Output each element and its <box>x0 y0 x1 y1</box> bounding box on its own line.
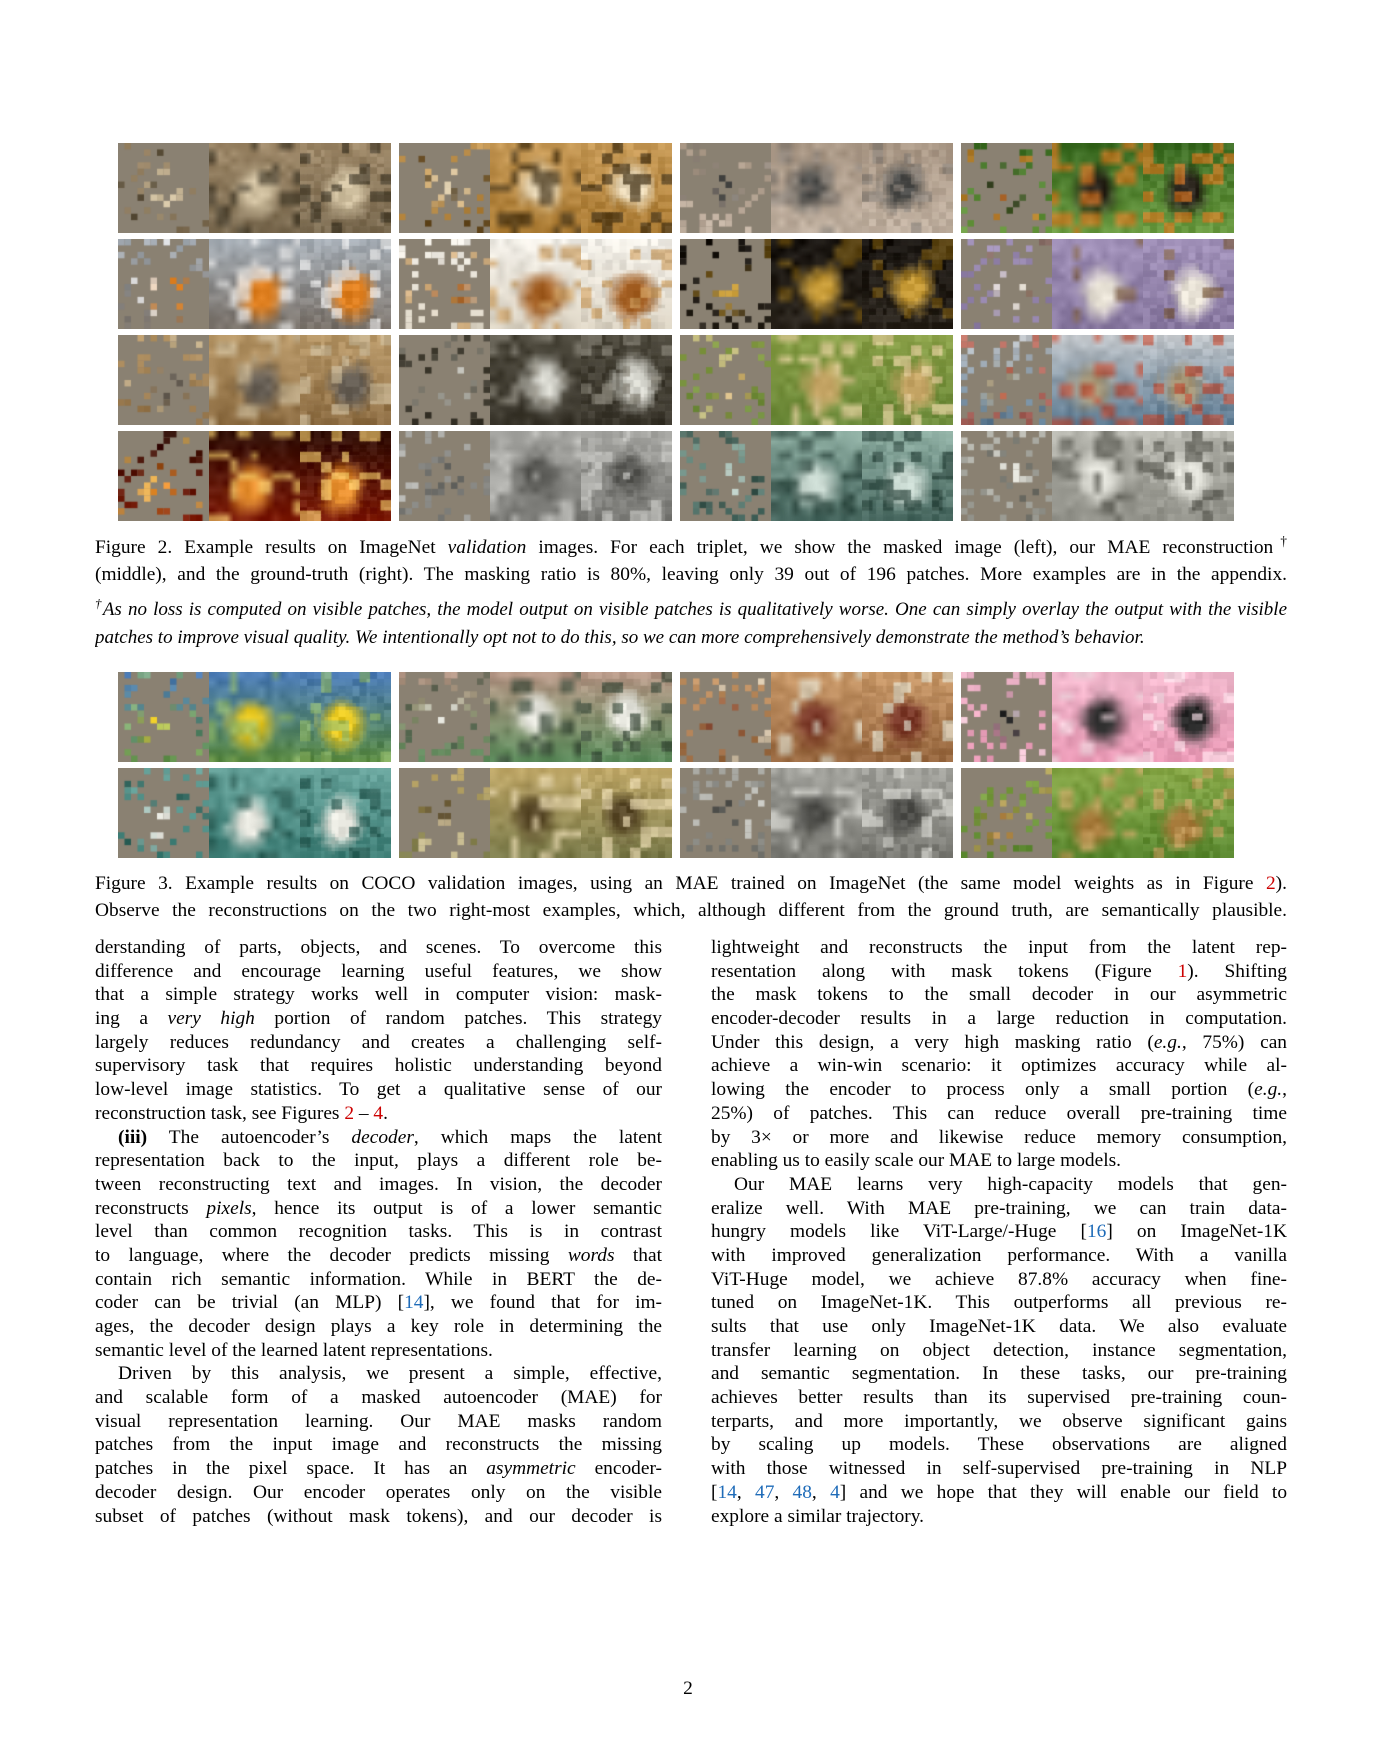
text-line: Under this design, a very high masking ratio (e.g., 75%) can <box>711 1031 1287 1053</box>
waterfall-reconstruction-image <box>490 335 581 425</box>
text-line: tuned on ImageNet-1K. This outperforms all previous re- <box>711 1292 1287 1314</box>
table-lamps-reconstruction-image <box>209 431 300 521</box>
cheetah-ground-truth-image <box>581 143 672 233</box>
horse-riders-ground-truth-image <box>862 672 953 762</box>
figure3-image-grid-row <box>118 672 1234 762</box>
junco-bird-reconstruction-image <box>771 143 862 233</box>
text-line: ages, the decoder design plays a key role in determining the <box>95 1316 662 1337</box>
triplet-waterfall <box>399 335 672 425</box>
cheetah-reconstruction-image <box>490 143 581 233</box>
gray-dog-masked-image <box>399 431 490 521</box>
text-line: by scaling up models. These observations are aligned <box>711 1434 1287 1456</box>
figure2-image-grid-row <box>118 239 1234 329</box>
figure2-image-grid <box>118 143 1234 521</box>
figure-ref-link[interactable]: 2 <box>1265 873 1276 894</box>
butterfly-masked-image <box>961 143 1052 233</box>
text-line: representation back to the input, plays a different role be- <box>95 1150 662 1172</box>
wall-clocks-masked-image <box>118 143 209 233</box>
triplet-horse-riders <box>680 672 953 762</box>
triplet-china-cabinet <box>399 239 672 329</box>
citation-link[interactable]: 4 <box>830 1481 840 1503</box>
butterfly-ground-truth-image <box>1143 143 1234 233</box>
junco-bird-ground-truth-image <box>862 143 953 233</box>
triplet-escalators <box>680 431 953 521</box>
triplet-harbor-town <box>961 335 1234 425</box>
text-line: and semantic segmentation. In these tasks, our pre-training <box>711 1363 1287 1385</box>
body-right-column <box>711 936 1287 1528</box>
text-line: with those witnessed in self-supervised pre-training in NLP <box>711 1458 1287 1480</box>
french-horn-ground-truth-image <box>862 239 953 329</box>
text-line: lowing the encoder to process only a small portion (e.g., <box>711 1079 1287 1101</box>
text-line: Driven by this analysis, we present a simple, effective, <box>118 1363 662 1385</box>
text-line: subset of patches (without mask tokens), and our decoder is <box>95 1505 662 1527</box>
double-decker-bus-masked-image <box>118 239 209 329</box>
coffee-cups-ground-truth-image <box>1143 239 1234 329</box>
french-horn-masked-image <box>680 239 771 329</box>
text-line: low-level image statistics. To get a qualitative sense of our <box>95 1079 662 1101</box>
figure2-image-grid-row <box>118 431 1234 521</box>
church-reconstruction-image <box>1052 431 1143 521</box>
surfer-reconstruction-image <box>209 768 300 858</box>
text-line: derstanding of parts, objects, and scenes. To overcome this <box>95 937 662 958</box>
coffee-cups-masked-image <box>961 239 1052 329</box>
yorkshire-terrier-ground-truth-image <box>300 335 391 425</box>
church-ground-truth-image <box>1143 431 1234 521</box>
text-line: reconstruction task, see Figures 2 – 4. <box>95 1102 388 1124</box>
butterfly-reconstruction-image <box>1052 143 1143 233</box>
text-line: largely reduces redundancy and creates a challenging self- <box>95 1031 662 1053</box>
french-horn-reconstruction-image <box>771 239 862 329</box>
gray-dog-reconstruction-image <box>490 431 581 521</box>
harbor-town-masked-image <box>961 335 1052 425</box>
horse-riders-masked-image <box>680 672 771 762</box>
running-dogs-masked-image <box>399 768 490 858</box>
table-lamps-masked-image <box>118 431 209 521</box>
triplet-street-crossing <box>680 768 953 858</box>
china-cabinet-masked-image <box>399 239 490 329</box>
figure2-footnote <box>95 596 1287 652</box>
cheetah-masked-image <box>399 143 490 233</box>
triplet-double-decker-bus <box>118 239 391 329</box>
text-line: Figure 2. Example results on ImageNet validation images. For each triplet, we show the masked image (left), our MAE reconstruction† <box>95 534 1287 558</box>
citation-link[interactable]: 14 <box>717 1481 737 1503</box>
yorkshire-terrier-masked-image <box>118 335 209 425</box>
yorkshire-terrier-reconstruction-image <box>209 335 300 425</box>
triplet-cheetah <box>399 143 672 233</box>
triplet-french-horn <box>680 239 953 329</box>
text-line: coder can be trivial (an MLP) [14], we found that for im- <box>95 1292 662 1314</box>
text-line: transfer learning on object detection, instance segmentation, <box>711 1339 1287 1361</box>
text-line: [14, 47, 48, 4] and we hope that they will enable our field to <box>711 1481 1287 1503</box>
double-decker-bus-reconstruction-image <box>209 239 300 329</box>
figure3-image-grid <box>118 672 1234 858</box>
triplet-running-dogs <box>399 768 672 858</box>
text-line: achieves better results than its supervised pre-training coun- <box>711 1387 1287 1409</box>
text-line: hungry models like ViT-Large/-Huge [16] on ImageNet-1K <box>711 1221 1287 1243</box>
baseball-players-masked-image <box>399 672 490 762</box>
surfer-ground-truth-image <box>300 768 391 858</box>
figure3-image-grid-row <box>118 768 1234 858</box>
bear-cubs-masked-image <box>680 335 771 425</box>
text-line: level than common recognition tasks. This is in contrast <box>95 1221 662 1243</box>
church-masked-image <box>961 431 1052 521</box>
baseball-players-ground-truth-image <box>581 672 672 762</box>
text-line: patches in the pixel space. It has an asymmetric encoder- <box>95 1458 662 1480</box>
triplet-yorkshire-terrier <box>118 335 391 425</box>
china-cabinet-reconstruction-image <box>490 239 581 329</box>
text-line: semantic level of the learned latent representations. <box>95 1339 493 1361</box>
text-line: explore a similar trajectory. <box>711 1505 925 1527</box>
bear-cubs-ground-truth-image <box>862 335 953 425</box>
triplet-surfer <box>118 768 391 858</box>
surfer-masked-image <box>118 768 209 858</box>
double-decker-bus-ground-truth-image <box>300 239 391 329</box>
harbor-town-ground-truth-image <box>1143 335 1234 425</box>
gray-dog-ground-truth-image <box>581 431 672 521</box>
text-line: the mask tokens to the small decoder in our asymmetric <box>711 984 1287 1006</box>
escalators-ground-truth-image <box>862 431 953 521</box>
text-line: Our MAE learns very high-capacity models that gen- <box>734 1173 1287 1195</box>
street-crossing-reconstruction-image <box>771 768 862 858</box>
running-dogs-ground-truth-image <box>581 768 672 858</box>
text-line: eralize well. With MAE pre-training, we can train data- <box>711 1197 1287 1219</box>
triplet-wall-clocks <box>118 143 391 233</box>
highland-cattle-masked-image <box>961 768 1052 858</box>
triplet-highland-cattle <box>961 768 1234 858</box>
highland-cattle-ground-truth-image <box>1143 768 1234 858</box>
text-line: terparts, and more importantly, we observe significant gains <box>711 1410 1287 1432</box>
text-line: tween reconstructing text and images. In vision, the decoder <box>95 1173 662 1195</box>
waterfall-masked-image <box>399 335 490 425</box>
citation-link[interactable]: 14 <box>404 1292 424 1314</box>
highland-cattle-reconstruction-image <box>1052 768 1143 858</box>
text-line: Figure 3. Example results on COCO validation images, using an MAE trained on ImageNet (the same model weights as in Figure 2). <box>95 873 1287 894</box>
harbor-town-reconstruction-image <box>1052 335 1143 425</box>
escalators-masked-image <box>680 431 771 521</box>
street-crossing-masked-image <box>680 768 771 858</box>
fashion-models-reconstruction-image <box>1052 672 1143 762</box>
figure-ref-link[interactable]: 4 <box>373 1102 384 1124</box>
text-line: decoder design. Our encoder operates only on the visible <box>95 1481 662 1503</box>
triplet-bear-cubs <box>680 335 953 425</box>
text-line: ViT-Huge model, we achieve 87.8% accuracy when fine- <box>711 1268 1287 1290</box>
triplet-coffee-cups <box>961 239 1234 329</box>
text-line: supervisory task that requires holistic understanding beyond <box>95 1055 662 1077</box>
triplet-junco-bird <box>680 143 953 233</box>
street-crossing-ground-truth-image <box>862 768 953 858</box>
citation-link[interactable]: 48 <box>792 1481 812 1503</box>
body-left-column <box>95 936 662 1528</box>
escalators-reconstruction-image <box>771 431 862 521</box>
fashion-models-ground-truth-image <box>1143 672 1234 762</box>
citation-link[interactable]: 47 <box>755 1481 775 1503</box>
yellow-pickup-truck-reconstruction-image <box>209 672 300 762</box>
triplet-gray-dog <box>399 431 672 521</box>
triplet-yellow-pickup-truck <box>118 672 391 762</box>
figure-ref-link[interactable]: 2 <box>344 1102 355 1124</box>
triplet-table-lamps <box>118 431 391 521</box>
text-line: sults that use only ImageNet-1K data. We also evaluate <box>711 1316 1287 1337</box>
triplet-fashion-models <box>961 672 1234 762</box>
text-line: achieve a win-win scenario: it optimizes accuracy while al- <box>711 1055 1287 1077</box>
page-number: 2 <box>683 1678 693 1699</box>
figure3-caption <box>95 870 1287 924</box>
text-line: lightweight and reconstructs the input from the latent rep- <box>711 937 1287 958</box>
text-line: †As no loss is computed on visible patches, the model output on visible patches is qualitatively worse. One can simply overlay the output with the visible <box>95 596 1287 620</box>
running-dogs-reconstruction-image <box>490 768 581 858</box>
text-line: by 3× or more and likewise reduce memory consumption, <box>711 1126 1287 1148</box>
triplet-butterfly <box>961 143 1234 233</box>
text-line: 25%) of patches. This can reduce overall pre-training time <box>711 1102 1287 1124</box>
figure2-caption <box>95 534 1287 588</box>
text-line: enabling us to easily scale our MAE to large models. <box>711 1150 1121 1172</box>
text-line: reconstructs pixels, hence its output is of a lower semantic <box>95 1197 662 1219</box>
baseball-players-reconstruction-image <box>490 672 581 762</box>
yellow-pickup-truck-ground-truth-image <box>300 672 391 762</box>
text-line: and scalable form of a masked autoencoder (MAE) for <box>95 1387 662 1409</box>
figure2-image-grid-row <box>118 143 1234 233</box>
coffee-cups-reconstruction-image <box>1052 239 1143 329</box>
text-line: visual representation learning. Our MAE masks random <box>95 1410 662 1432</box>
figure2-image-grid-row <box>118 335 1234 425</box>
waterfall-ground-truth-image <box>581 335 672 425</box>
text-line: contain rich semantic information. While in BERT the de- <box>95 1268 662 1290</box>
text-line: ing a very high portion of random patches. This strategy <box>95 1008 662 1030</box>
horse-riders-reconstruction-image <box>771 672 862 762</box>
text-line: Observe the reconstructions on the two right-most examples, which, although different from the ground truth, are semantically plausible. <box>95 900 1287 921</box>
triplet-church <box>961 431 1234 521</box>
text-line: resentation along with mask tokens (Figure 1). Shifting <box>711 960 1287 982</box>
china-cabinet-ground-truth-image <box>581 239 672 329</box>
text-line: difference and encourage learning useful features, we show <box>95 960 662 982</box>
wall-clocks-reconstruction-image <box>209 143 300 233</box>
text-line: patches to improve visual quality. We intentionally opt not to do this, so we can more comprehensively demonstrate the method’s behavior. <box>95 627 1145 648</box>
fashion-models-masked-image <box>961 672 1052 762</box>
citation-link[interactable]: 16 <box>1086 1221 1107 1243</box>
wall-clocks-ground-truth-image <box>300 143 391 233</box>
text-line: (middle), and the ground-truth (right). The masking ratio is 80%, leaving only 39 out of 196 patches. More examples are in the appendix. <box>95 564 1287 585</box>
text-line: that a simple strategy works well in computer vision: mask- <box>95 984 662 1006</box>
yellow-pickup-truck-masked-image <box>118 672 209 762</box>
junco-bird-masked-image <box>680 143 771 233</box>
text-line: to language, where the decoder predicts missing words that <box>95 1244 662 1266</box>
bear-cubs-reconstruction-image <box>771 335 862 425</box>
figure-ref-link[interactable]: 1 <box>1177 960 1188 982</box>
text-line: patches from the input image and reconstructs the missing <box>95 1434 662 1456</box>
text-line: encoder-decoder results in a large reduction in computation. <box>711 1008 1287 1030</box>
text-line: with improved generalization performance. With a vanilla <box>711 1244 1287 1266</box>
table-lamps-ground-truth-image <box>300 431 391 521</box>
text-line: (iii) The autoencoder’s decoder, which maps the latent <box>118 1126 662 1148</box>
triplet-baseball-players <box>399 672 672 762</box>
